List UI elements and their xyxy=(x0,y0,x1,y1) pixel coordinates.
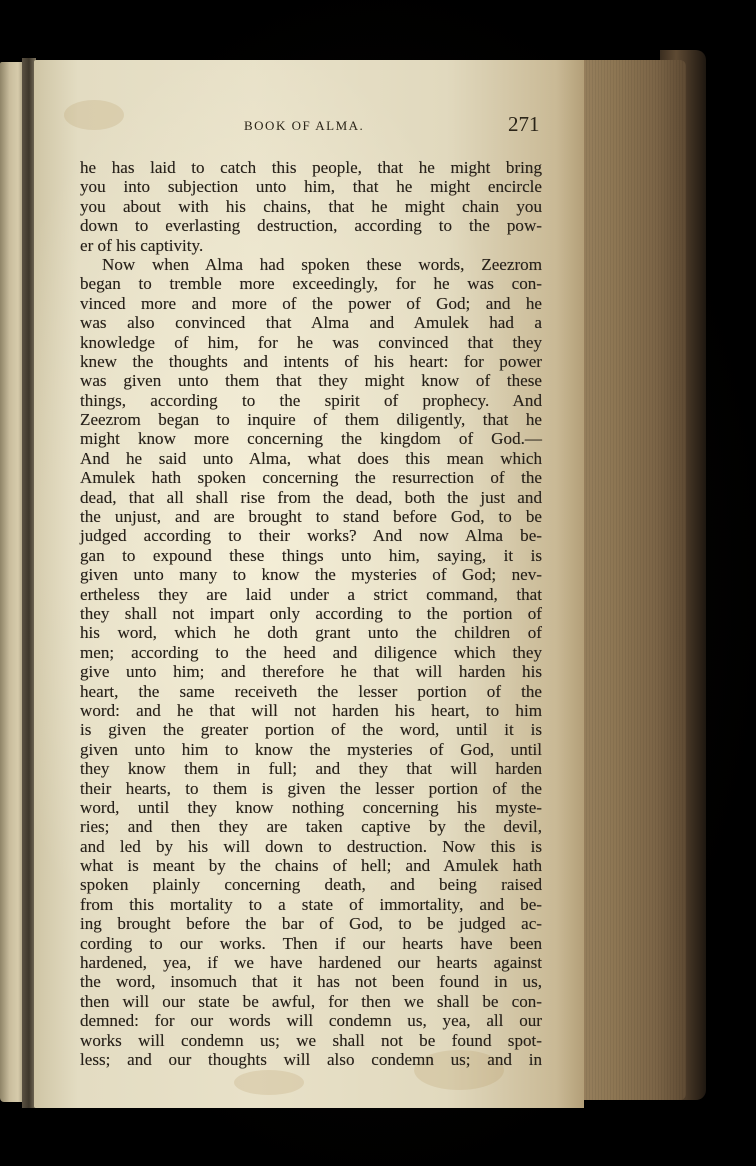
text-line: er of his captivity. xyxy=(80,235,204,255)
text-line: their hearts, to them is given the lesser portion of the xyxy=(80,778,542,798)
text-line: what is meant by the chains of hell; and Amulek hath xyxy=(80,856,542,876)
paper-stain xyxy=(234,1070,304,1095)
page-body-text xyxy=(80,158,542,1069)
text-line: they know them in full; and they that will harden xyxy=(80,759,542,779)
text-line: demned: for our words will condemn us, yea, all our xyxy=(80,1011,542,1031)
text-line: Amulek hath spoken concerning the resurrection of the xyxy=(80,468,542,488)
text-line: ertheless they are laid under a strict command, that xyxy=(80,584,542,604)
text-line: he has laid to catch this people, that he might bring xyxy=(80,158,542,177)
text-line: Now when Alma had spoken these words, Zeezrom xyxy=(102,254,542,274)
text-line: give unto him; and therefore he that will harden his xyxy=(80,662,542,682)
text-line: works will condemn us; we shall not be found spot- xyxy=(80,1030,542,1050)
text-line: and led by his will down to destruction. Now this is xyxy=(80,836,542,856)
text-line: vinced more and more of the power of God; and he xyxy=(80,293,542,313)
text-line: ries; and then they are taken captive by the devil, xyxy=(80,817,542,837)
text-line: the word, insomuch that it has not been found in us, xyxy=(80,972,542,992)
running-head: BOOK OF ALMA. xyxy=(244,118,365,133)
text-line: the unjust, and are brought to stand before God, to be xyxy=(80,507,542,527)
text-line: things, according to the spirit of prophecy. And xyxy=(80,390,542,410)
text-line: was also convinced that Alma and Amulek had a xyxy=(80,313,542,333)
text-line: given unto him to know the mysteries of God, until xyxy=(80,739,542,759)
text-line: men; according to the heed and diligence which they xyxy=(80,642,542,662)
text-line: less; and our thoughts will also condemn us; and in xyxy=(80,1049,542,1069)
page-number: 271 xyxy=(508,112,540,136)
left-page-edge xyxy=(0,62,24,1102)
text-line: ing brought before the bar of God, to be judged ac- xyxy=(80,914,542,934)
text-line: cording to our works. Then if our hearts have been xyxy=(80,933,542,953)
text-line: might know more concerning the kingdom of God.— xyxy=(80,429,542,449)
text-line: knowledge of him, for he was convinced that they xyxy=(80,332,542,352)
text-line: heart, the same receiveth the lesser portion of the xyxy=(80,681,542,701)
text-line: Zeezrom began to inquire of them diligently, that he xyxy=(80,410,542,430)
text-line: they shall not impart only according to the portion of xyxy=(80,603,542,623)
text-line: from this mortality to a state of immortality, and be- xyxy=(80,894,542,914)
text-line: began to tremble more exceedingly, for he was con- xyxy=(80,274,542,294)
text-line: given unto many to know the mysteries of God; nev- xyxy=(80,565,542,585)
text-line: gan to expound these things unto him, saying, it is xyxy=(80,545,542,565)
text-line: hardened, yea, if we have hardened our hearts against xyxy=(80,953,542,973)
text-line: you into subjection unto him, that he might encircle xyxy=(80,177,542,197)
text-line: knew the thoughts and intents of his heart: for power xyxy=(80,351,542,371)
text-line: word: and he that will not harden his heart, to him xyxy=(80,700,542,720)
text-line: then will our state be awful, for then we shall be con- xyxy=(80,991,542,1011)
text-line: down to everlasting destruction, according to the pow- xyxy=(80,216,542,236)
text-line: spoken plainly concerning death, and being raised xyxy=(80,875,542,895)
page-header xyxy=(34,112,584,142)
text-line: And he said unto Alma, what does this mean which xyxy=(80,448,542,468)
book-page xyxy=(34,60,584,1108)
text-line: his word, which he doth grant unto the children of xyxy=(80,623,542,643)
text-line: is given the greater portion of the word, until it is xyxy=(80,720,542,740)
text-line: dead, that all shall rise from the dead, both the just and xyxy=(80,487,542,507)
page-edges xyxy=(568,60,686,1100)
text-line: you about with his chains, that he might chain you xyxy=(80,196,542,216)
text-line: judged according to their works? And now Alma be- xyxy=(80,526,542,546)
text-line: was given unto them that they might know of these xyxy=(80,371,542,391)
text-line: word, until they know nothing concerning his myste- xyxy=(80,797,542,817)
